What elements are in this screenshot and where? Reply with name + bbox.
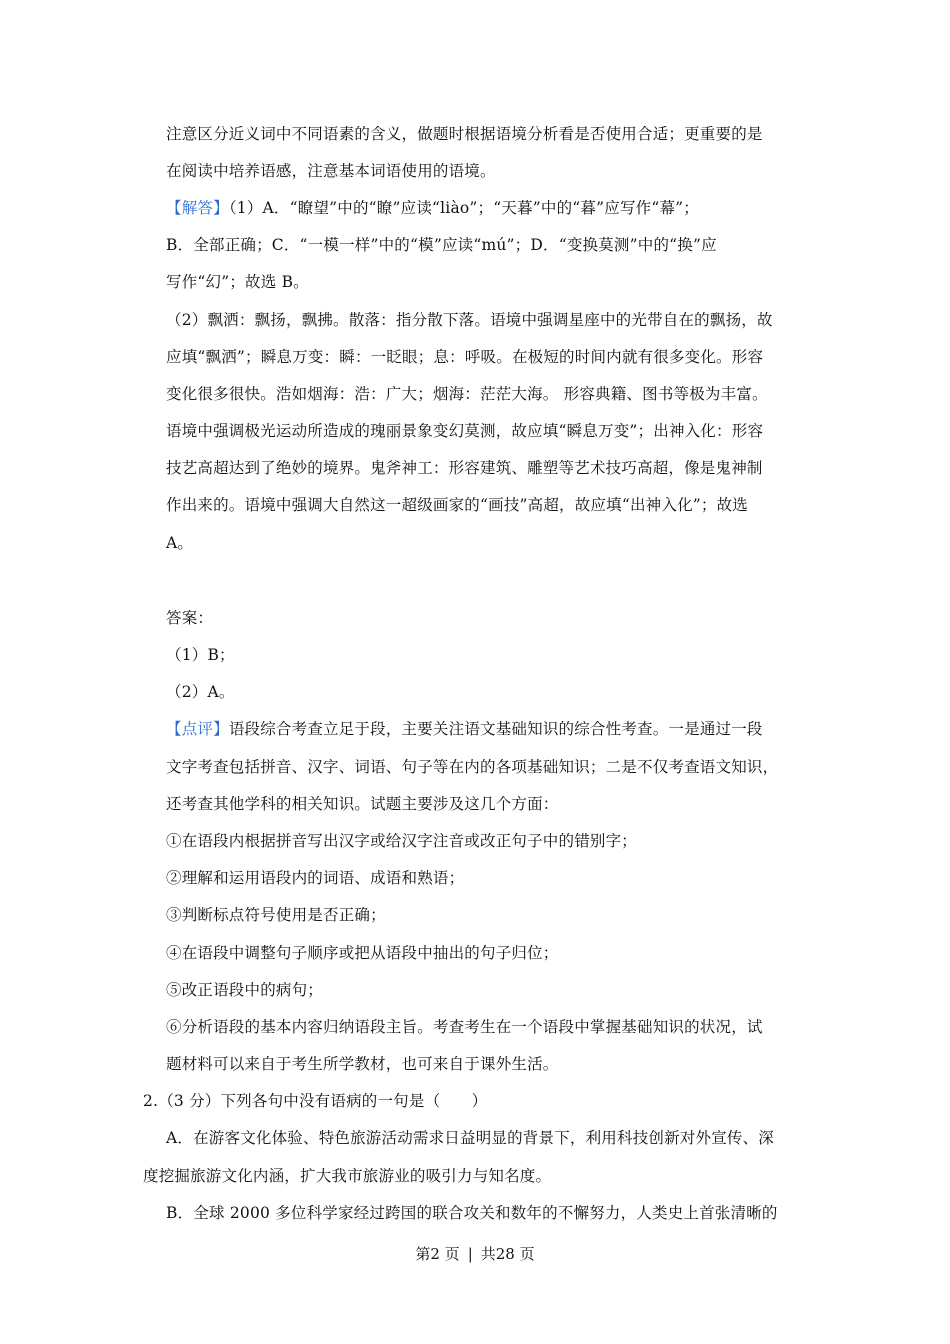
list-item: ①在语段内根据拼音写出汉字或给汉字注音或改正句子中的错别字； bbox=[166, 832, 638, 850]
list-item: ④在语段中调整句子顺序或把从语段中抽出的句子归位； bbox=[166, 944, 559, 962]
option-line: A．在游客文化体验、特色旅游活动需求日益明显的背景下，利用科技创新对外宣传、深 bbox=[166, 1129, 774, 1147]
text-line: 在阅读中培养语感，注意基本词语使用的语境。 bbox=[166, 162, 496, 180]
text-line: （1）A．“瞭望”中的“瞭”应读“liào”；“天暮”中的“暮”应写作“幕”； bbox=[228, 199, 699, 217]
text-line: 答案： bbox=[166, 609, 214, 627]
question-heading: 2.（3 分）下列各句中没有语病的一句是（ ） bbox=[143, 1092, 488, 1110]
option-line: B．全球 2000 多位科学家经过跨国的联合攻关和数年的不懈努力，人类史上首张清晰的 bbox=[166, 1204, 778, 1222]
page-footer bbox=[0, 1244, 950, 1264]
text-line: 作出来的。语境中强调大自然这一超级画家的“画技”高超，故应填“出神入化”；故选 bbox=[166, 496, 748, 514]
list-item: ⑥分析语段的基本内容归纳语段主旨。考查考生在一个语段中掌握基础知识的状况，试 bbox=[166, 1018, 763, 1036]
text-line: 应填“飘洒”；瞬息万变：瞬：一眨眼；息：呼吸。在极短的时间内就有很多变化。形容 bbox=[166, 348, 764, 366]
text-line: A。 bbox=[166, 534, 194, 552]
answer-line bbox=[166, 198, 699, 218]
footer-separator: | bbox=[467, 1245, 473, 1263]
text-line: 写作“幻”；故选 B。 bbox=[166, 273, 309, 291]
text-line: B．全部正确；C．“一模一样”中的“模”应读“mú”；D．“变换莫测”中的“换”应 bbox=[166, 236, 717, 254]
text-line: （1）B； bbox=[166, 646, 235, 664]
answer-tag: 【解答】 bbox=[166, 199, 229, 217]
text-line: 技艺高超达到了绝妙的境界。鬼斧神工：形容建筑、雕塑等艺术技巧高超，像是鬼神制 bbox=[166, 459, 763, 477]
text-line: 语段综合考查立足于段，主要关注语文基础知识的综合性考查。一是通过一段 bbox=[228, 720, 763, 738]
list-item: ②理解和运用语段内的词语、成语和熟语； bbox=[166, 869, 465, 887]
list-item: ③判断标点符号使用是否正确； bbox=[166, 906, 386, 924]
page-number: 第2 页 bbox=[415, 1245, 460, 1263]
text-line: （2）飘洒：飘扬，飘拂。散落：指分散下落。语境中强调星座中的光带自在的飘扬，故 bbox=[166, 311, 773, 329]
text-line: （2）A。 bbox=[166, 683, 235, 701]
page-total: 共28 页 bbox=[480, 1245, 535, 1263]
text-line: 变化很多很快。浩如烟海：浩：广大；烟海：茫茫大海。 形容典籍、图书等极为丰富。 bbox=[166, 385, 768, 403]
text-line: 还考查其他学科的相关知识。试题主要涉及这几个方面： bbox=[166, 795, 559, 813]
comment-tag: 【点评】 bbox=[166, 720, 229, 738]
text-line: 语境中强调极光运动所造成的瑰丽景象变幻莫测，故应填“瞬息万变”；出神入化：形容 bbox=[166, 422, 764, 440]
text-line: 题材料可以来自于考生所学教材，也可来自于课外生活。 bbox=[166, 1055, 559, 1073]
list-item: ⑤改正语段中的病句； bbox=[166, 981, 324, 999]
comment-line bbox=[166, 719, 763, 739]
text-line: 文字考查包括拼音、汉字、词语、句子等在内的各项基础知识；二是不仅考查语文知识， bbox=[166, 758, 779, 776]
text-line: 注意区分近义词中不同语素的含义，做题时根据语境分析看是否使用合适；更重要的是 bbox=[166, 125, 763, 143]
text-line: 度挖掘旅游文化内涵，扩大我市旅游业的吸引力与知名度。 bbox=[143, 1167, 552, 1185]
